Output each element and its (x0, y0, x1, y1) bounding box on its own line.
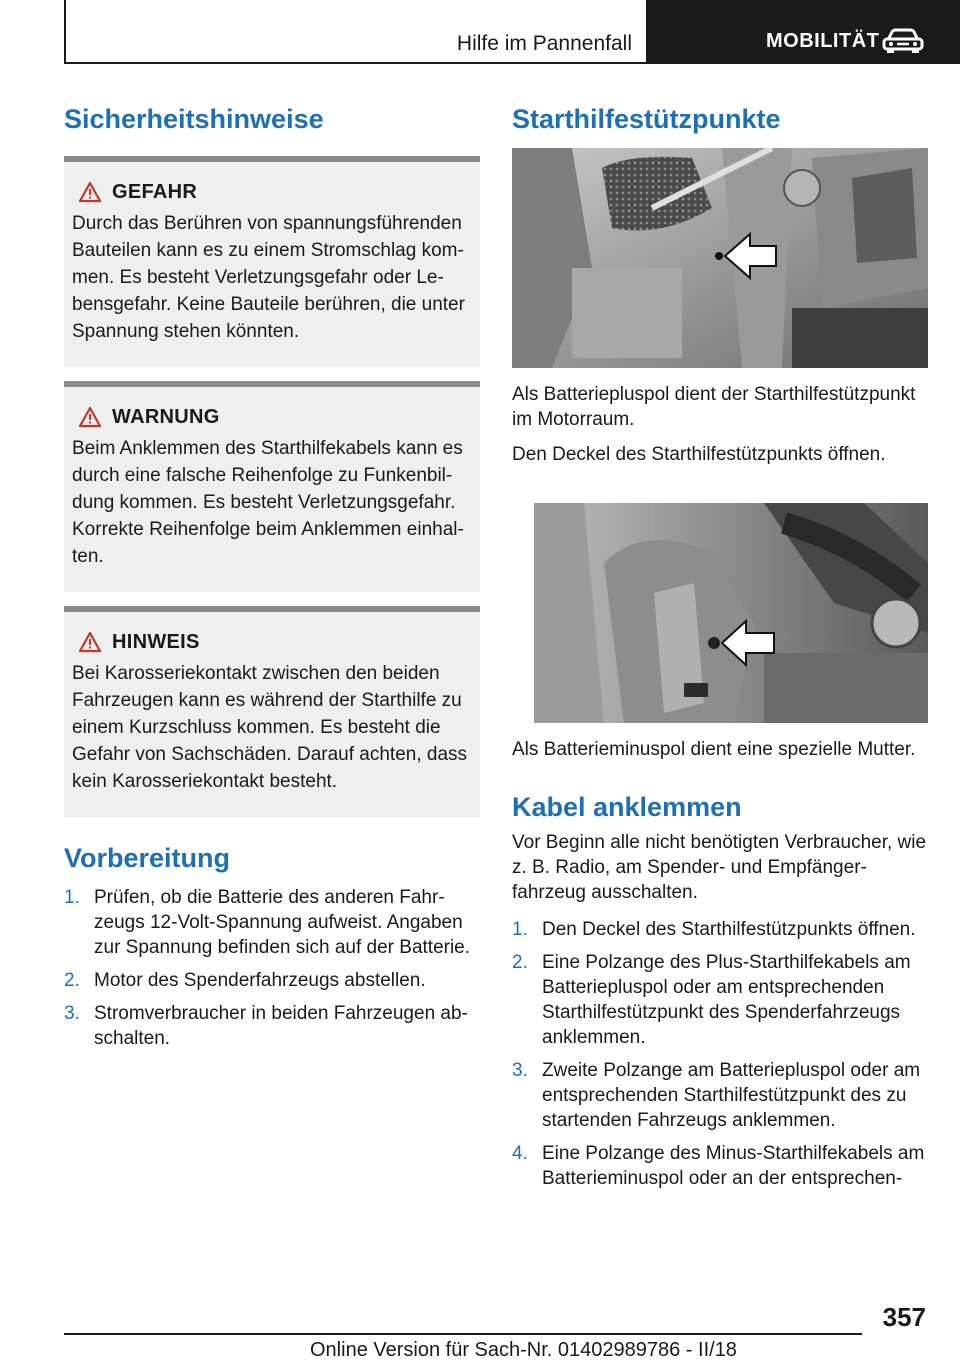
step-number: 2. (512, 952, 528, 973)
section-title: Hilfe im Pannenfall (456, 32, 632, 55)
step-number: 4. (512, 1143, 528, 1164)
preparation-heading: Vorbereitung (64, 843, 231, 873)
note-title: HINWEIS (112, 630, 200, 653)
preparation-steps (64, 885, 480, 1051)
note-text: Beim Anklemmen des Starthilfekabels kann es durch eine falsche Reihenfolge zu Funkenbil-dung kommen. Es besteht Verletzungsgefahr. Korrekte Reihenfolge beim Anklemmen einhal-ten. (72, 438, 464, 567)
note-text: Bei Karosseriekontakt zwischen den beiden Fahrzeugen kann es während der Starthilfe zu einem Kurzschluss kommen. Es besteht die Gefahr von Sachschäden. Darauf achten, dass kein Karosseriekontakt besteht. (72, 663, 468, 792)
step-number: 3. (64, 1003, 80, 1024)
engine-bay-positive-photo (512, 148, 928, 368)
right-column (512, 100, 928, 1199)
photo1-instruction: Den Deckel des Starthilfestützpunkts öffnen. (512, 444, 886, 465)
header-left-border (64, 0, 66, 64)
list-item (512, 917, 928, 942)
step-text: Zweite Polzange am Batteriepluspol oder am entsprechenden Starthilfestützpunkt des zu startenden Fahrzeugs anklemmen. (542, 1060, 921, 1131)
step-number: 1. (64, 887, 80, 908)
step-text: Eine Polzange des Minus-Starthilfekabels am Batterieminuspol oder an der entsprechen- (542, 1143, 925, 1189)
list-item (512, 1141, 928, 1191)
step-text: Stromverbraucher in beiden Fahrzeugen ab-schalten. (94, 1003, 468, 1049)
cable-intro: Vor Beginn alle nicht benötigten Verbraucher, wie z. B. Radio, am Spender- und Empfänger-fahrzeug ausschalten. (512, 832, 927, 903)
photo2-caption: Als Batterieminuspol dient eine spezielle Mutter. (512, 739, 916, 760)
warning-triangle-icon (72, 403, 112, 431)
cable-heading: Kabel anklemmen (512, 792, 742, 822)
warning-triangle-icon (72, 178, 112, 206)
note-title: GEFAHR (112, 180, 198, 203)
engine-bay-negative-photo (534, 503, 928, 723)
header-bottom-border (64, 62, 648, 64)
step-text: Prüfen, ob die Batterie des anderen Fahr-zeugs 12-Volt-Spannung aufweist. Angaben zur Spannung befinden sich auf der Batterie. (94, 887, 471, 958)
step-number: 2. (64, 970, 80, 991)
list-item (64, 968, 480, 993)
step-text: Den Deckel des Starthilfestützpunkts öffnen. (542, 919, 916, 940)
list-item (512, 950, 928, 1050)
list-item (64, 885, 480, 960)
note-title: WARNUNG (112, 405, 220, 428)
step-number: 1. (512, 919, 528, 940)
chapter-tab-label: MOBILITÄT (766, 30, 880, 52)
step-text: Eine Polzange des Plus-Starthilfekabels am Batteriepluspol oder am entsprechenden Starthilfestützpunkt des Spenderfahrzeugs anklemmen. (542, 952, 911, 1048)
step-number: 3. (512, 1060, 528, 1081)
warning-triangle-icon (72, 628, 112, 656)
note-text: Durch das Berühren von spannungsführenden Bauteilen kann es zu einem Stromschlag kom-men. Es besteht Verletzungsgefahr oder Le-bensgefahr. Keine Bauteile berühren, die unter Spannung stehen könnten. (72, 213, 465, 342)
list-item (64, 1001, 480, 1051)
page-number: 357 (882, 1302, 926, 1332)
hint-note (64, 606, 480, 817)
jump-points-heading: Starthilfestützpunkte (512, 104, 781, 134)
safety-heading: Sicherheitshinweise (64, 104, 324, 134)
footer-rule (64, 1333, 862, 1335)
list-item (512, 1058, 928, 1133)
warning-note (64, 381, 480, 592)
car-icon (882, 28, 924, 54)
danger-note (64, 156, 480, 367)
step-text: Motor des Spenderfahrzeugs abstellen. (94, 970, 426, 991)
cable-steps (512, 917, 928, 1191)
photo1-caption: Als Batteriepluspol dient der Starthilfestützpunkt im Motorraum. (512, 384, 916, 430)
online-version-note: Online Version für Sach-Nr. 01402989786 - II/18 (310, 1339, 737, 1361)
left-column (64, 100, 480, 1059)
